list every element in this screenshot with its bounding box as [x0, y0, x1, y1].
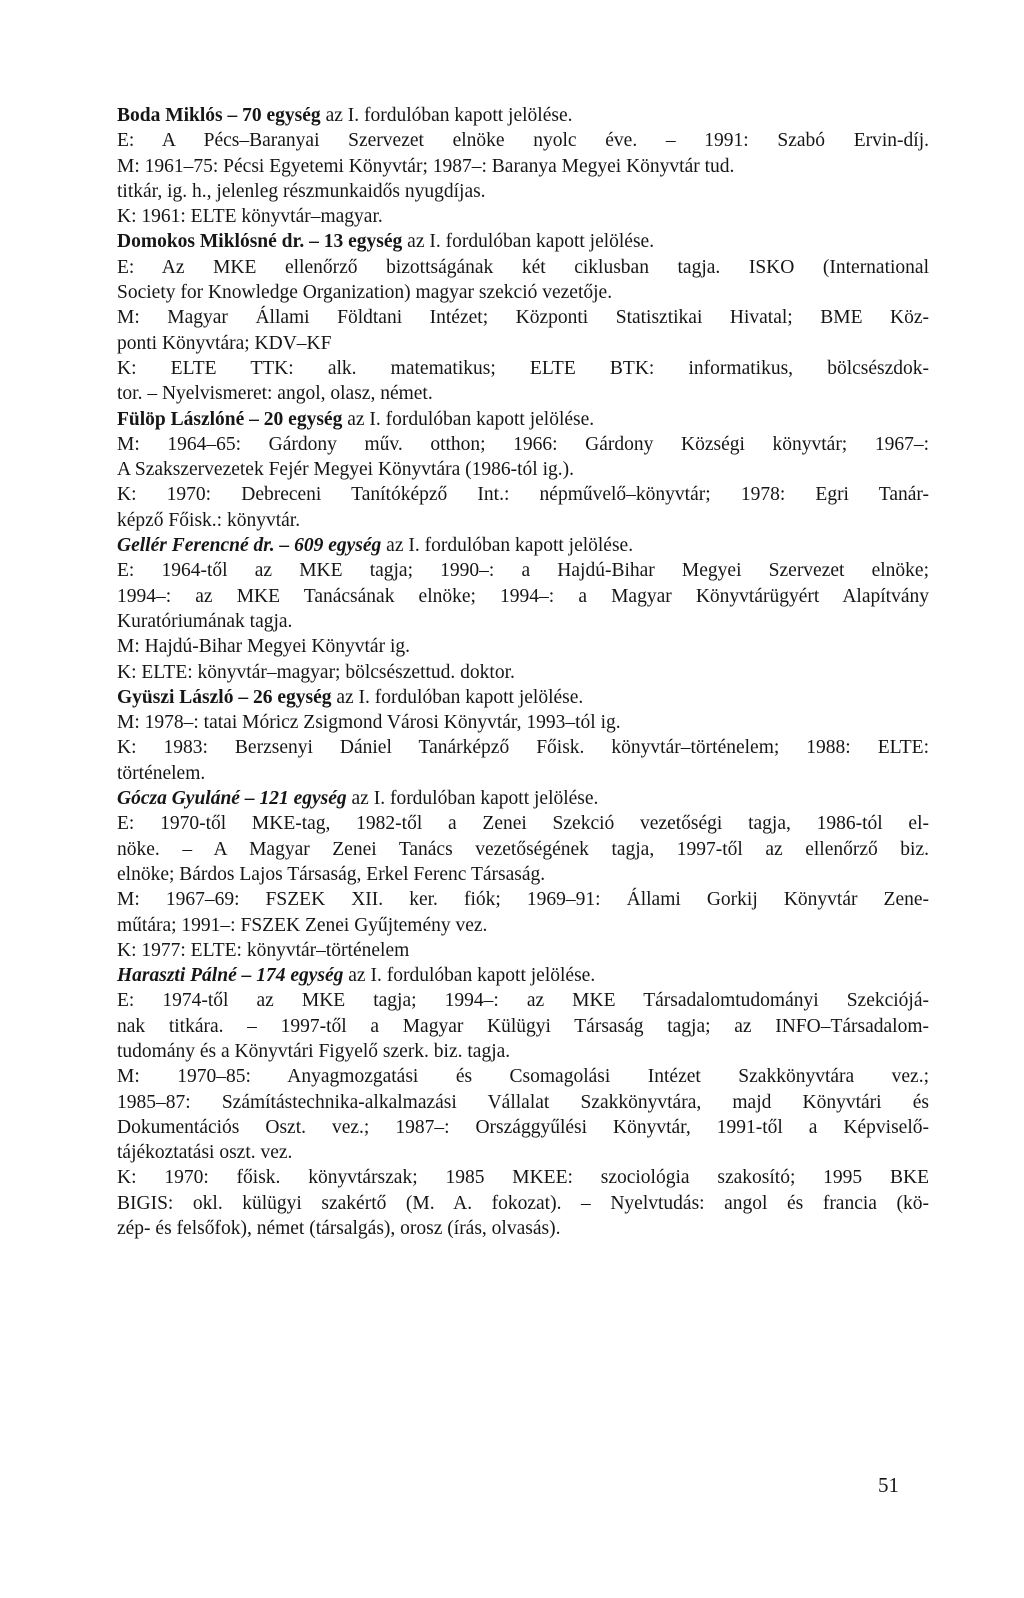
entry-line: K: 1977: ELTE: könyvtár–történelem — [117, 939, 410, 961]
entry-line: M: Hajdú-Bihar Megyei Könyvtár ig. — [117, 636, 410, 658]
entry-line: A Szakszervezetek Fejér Megyei Könyvtára (1986-tól ig.). — [117, 459, 575, 481]
entry-line: K: ELTE: könyvtár–magyar; bölcsészettud. doktor. — [117, 661, 515, 683]
entry-line: tájékoztatási oszt. vez. — [117, 1142, 293, 1164]
entry-line: 1994–: az MKE Tanácsának elnöke; 1994–: a Magyar Könyvtárügyért Alapítvány — [117, 585, 929, 607]
nomination-text: az I. fordulóban kapott jelölése. — [402, 231, 655, 253]
entry-line: BIGIS: okl. külügyi szakértő (M. A. fokozat). – Nyelvtudás: angol és francia (kö- — [117, 1192, 929, 1214]
entry-line: E: 1970-től MKE-tag, 1982-től a Zenei Szekció vezetőségi tagja, 1986-tól el- — [117, 813, 929, 835]
entry-line: műtára; 1991–: FSZEK Zenei Gyűjtemény vez. — [117, 914, 488, 936]
entry-block — [117, 103, 929, 229]
candidate-name: Gyüszi László – 26 egység — [117, 686, 332, 708]
body-text — [117, 103, 929, 1241]
entry-line: K: 1983: Berzsenyi Dániel Tanárképző Főisk. könyvtár–történelem; 1988: ELTE: — [117, 737, 929, 759]
candidate-name: Boda Miklós – 70 egység — [117, 105, 321, 126]
entry-line: ponti Könyvtára; KDV–KF — [117, 332, 332, 354]
nomination-text: az I. fordulóban kapott jelölése. — [346, 788, 599, 810]
candidate-name: Fülöp Lászlóné – 20 egység — [117, 408, 343, 430]
entry-line: M: 1967–69: FSZEK XII. ker. fiók; 1969–91: Állami Gorkij Könyvtár Zene- — [117, 889, 929, 911]
candidate-name: Haraszti Pálné – 174 egység — [117, 965, 344, 987]
entry-line: E: 1964-től az MKE tagja; 1990–: a Hajdú-Bihar Megyei Szervezet elnöke; — [117, 560, 929, 582]
entry-line: M: 1970–85: Anyagmozgatási és Csomagolási Intézet Szakkönyvtára vez.; — [117, 1066, 929, 1088]
entry-line: tor. – Nyelvismeret: angol, olasz, német. — [117, 383, 433, 405]
entry-line: történelem. — [117, 762, 206, 784]
entry-line: M: 1961–75: Pécsi Egyetemi Könyvtár; 1987–: Baranya Megyei Könyvtár tud. — [117, 155, 735, 177]
entry-block — [117, 685, 929, 786]
entry-heading — [117, 103, 929, 128]
entry-line: K: 1961: ELTE könyvtár–magyar. — [117, 206, 383, 228]
entry-line: elnöke; Bárdos Lajos Társaság, Erkel Ferenc Társaság. — [117, 863, 546, 885]
nomination-text: az I. fordulóban kapott jelölése. — [331, 686, 584, 708]
nomination-text: az I. fordulóban kapott jelölése. — [342, 408, 595, 430]
candidate-name: Gellér Ferencné dr. – 609 egység — [117, 535, 382, 557]
entry-line: zép- és felsőfok), német (társalgás), orosz (írás, olvasás). — [117, 1218, 561, 1240]
entry-line: Dokumentációs Oszt. vez.; 1987–: Országgyűlési Könyvtár, 1991-től a Képviselő- — [117, 1116, 929, 1138]
entry-block — [117, 963, 929, 1241]
entry-block — [117, 533, 929, 685]
entry-line: képző Főisk.: könyvtár. — [117, 509, 301, 531]
entry-heading — [117, 229, 929, 254]
entry-heading — [117, 407, 929, 432]
entry-heading — [117, 685, 929, 710]
entry-block — [117, 786, 929, 963]
page-number: 51 — [878, 1473, 899, 1497]
entry-line: E: Az MKE ellenőrző bizottságának két ciklusban tagja. ISKO (International — [117, 256, 929, 278]
entry-line: M: Magyar Állami Földtani Intézet; Központi Statisztikai Hivatal; BME Köz- — [117, 307, 929, 329]
candidate-name: Domokos Miklósné dr. – 13 egység — [117, 231, 403, 253]
entry-line: Kuratóriumának tagja. — [117, 610, 293, 632]
nomination-text: az I. fordulóban kapott jelölése. — [343, 965, 596, 987]
nomination-text: az I. fordulóban kapott jelölése. — [320, 105, 573, 126]
entry-heading — [117, 963, 929, 988]
candidate-name: Gócza Gyuláné – 121 egység — [117, 788, 347, 810]
entry-line: Society for Knowledge Organization) magyar szekció vezetője. — [117, 282, 613, 304]
entry-block — [117, 229, 929, 406]
entry-heading — [117, 786, 929, 811]
entry-line: 1985–87: Számítástechnika-alkalmazási Vállalat Szakkönyvtára, majd Könyvtári és — [117, 1091, 929, 1113]
entry-line: K: ELTE TTK: alk. matematikus; ELTE BTK: informatikus, bölcsészdok- — [117, 357, 929, 379]
entry-block — [117, 407, 929, 533]
entry-line: E: 1974-től az MKE tagja; 1994–: az MKE Társadalomtudományi Szekciójá- — [117, 990, 929, 1012]
entry-line: tudomány és a Könyvtári Figyelő szerk. biz. tagja. — [117, 1040, 511, 1062]
entry-line: nak titkára. – 1997-től a Magyar Külügyi Társaság tagja; az INFO–Társadalom- — [117, 1015, 929, 1037]
entry-line: titkár, ig. h., jelenleg részmunkaidős nyugdíjas. — [117, 180, 486, 202]
entry-line: M: 1978–: tatai Móricz Zsigmond Városi Könyvtár, 1993–tól ig. — [117, 712, 621, 734]
entry-line: nöke. – A Magyar Zenei Tanács vezetőségének tagja, 1997-től az ellenőrző biz. — [117, 838, 929, 860]
nomination-text: az I. fordulóban kapott jelölése. — [381, 535, 634, 557]
entry-line: E: A Pécs–Baranyai Szervezet elnöke nyolc éve. – 1991: Szabó Ervin-díj. — [117, 130, 929, 152]
entry-line: K: 1970: Debreceni Tanítóképző Int.: népművelő–könyvtár; 1978: Egri Tanár- — [117, 484, 929, 506]
entry-heading — [117, 533, 929, 558]
entry-line: K: 1970: főisk. könyvtárszak; 1985 MKEE: szociológia szakosító; 1995 BKE — [117, 1167, 929, 1189]
entry-line: M: 1964–65: Gárdony műv. otthon; 1966: Gárdony Községi könyvtár; 1967–: — [117, 433, 929, 455]
